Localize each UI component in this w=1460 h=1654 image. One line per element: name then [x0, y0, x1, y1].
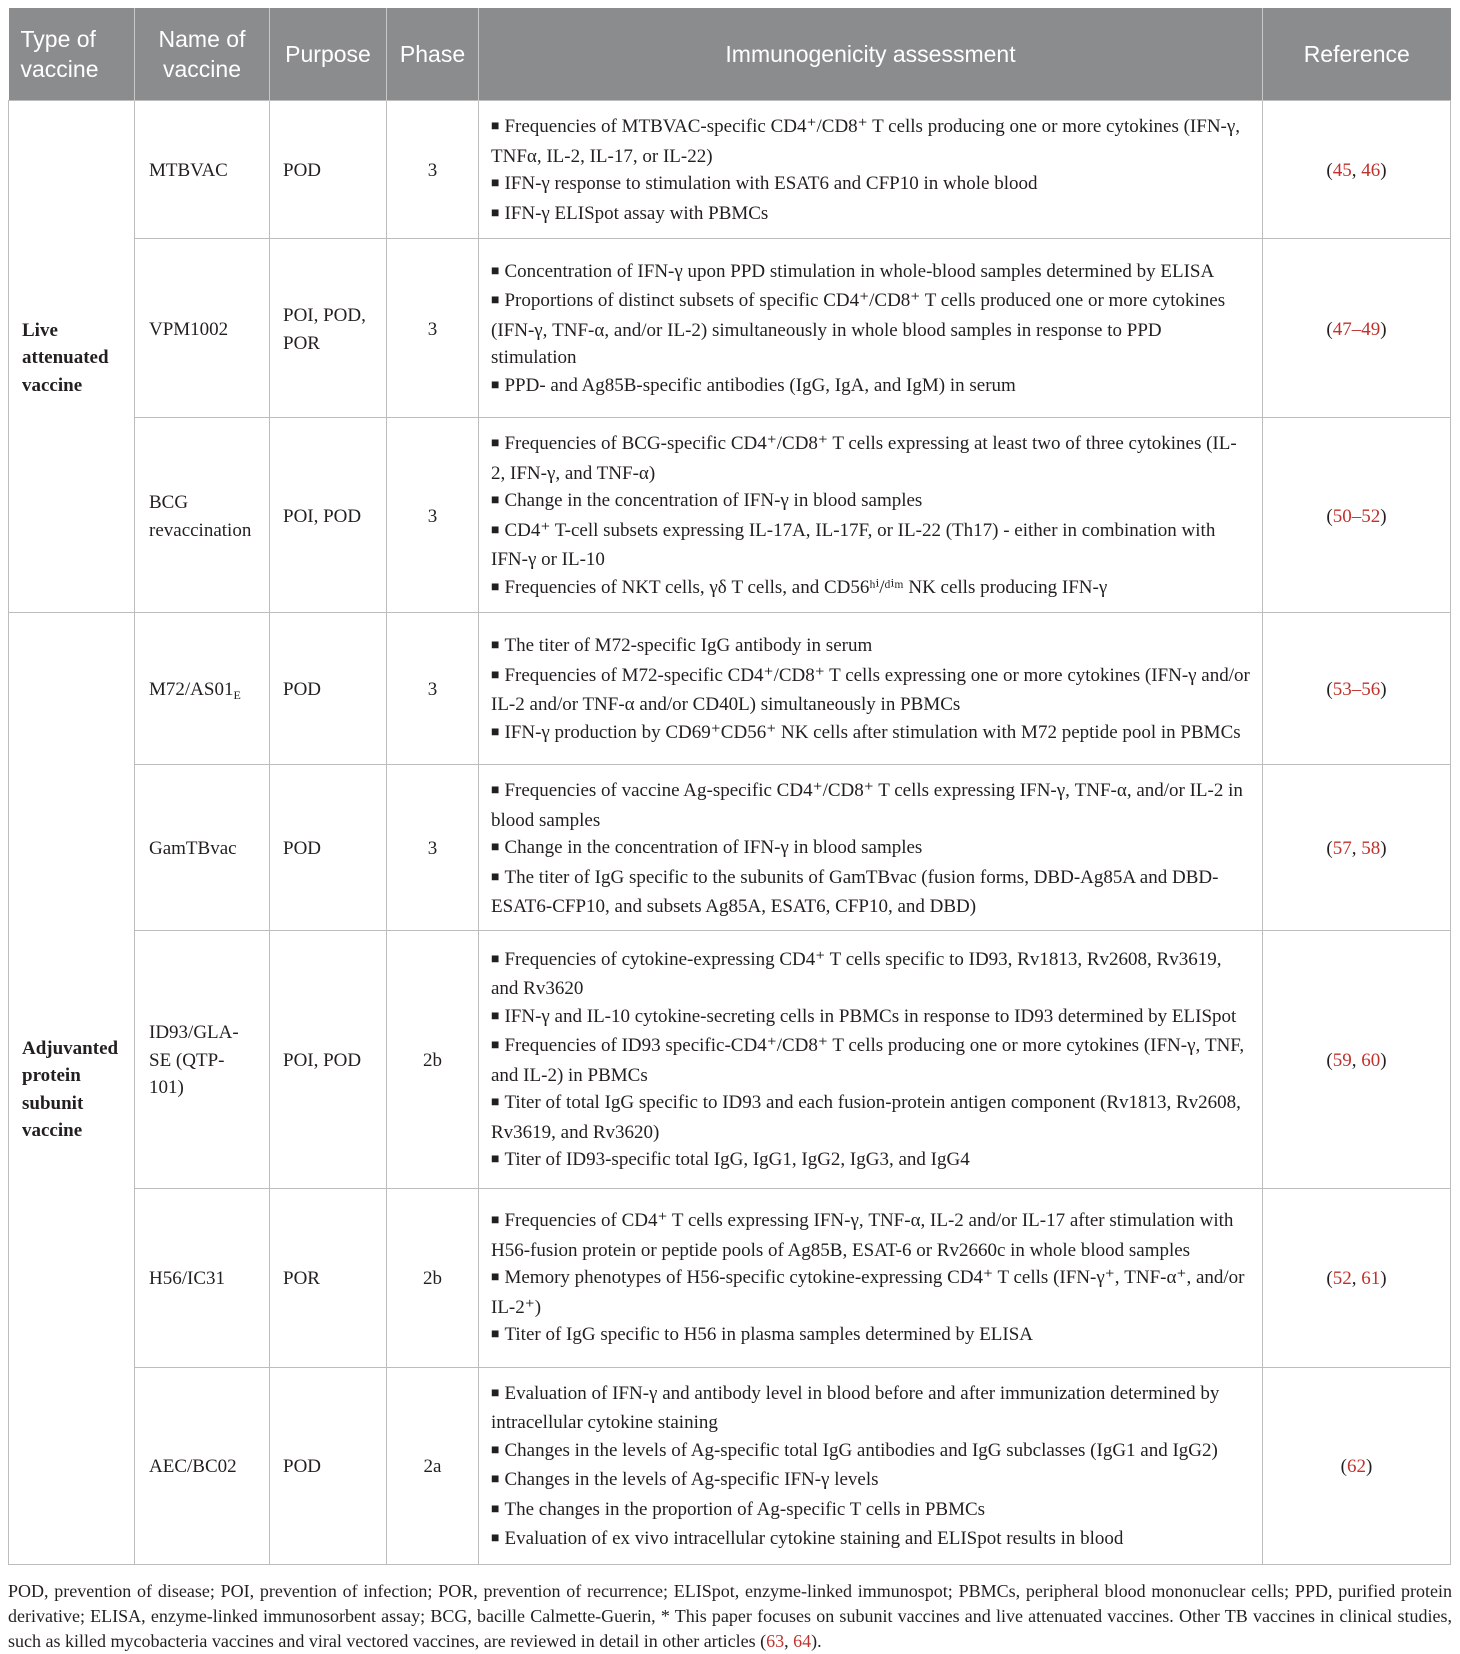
reference-cell: (52, 61) — [1263, 1188, 1451, 1367]
reference-cell: (59, 60) — [1263, 930, 1451, 1188]
reference-link[interactable]: 63 — [766, 1631, 785, 1651]
table-row — [9, 418, 1451, 613]
bullet-square-icon: ■ — [491, 1008, 500, 1024]
bullet-square-icon: ■ — [491, 783, 500, 798]
subscript-text: E — [233, 688, 241, 703]
bullet-square-icon: ■ — [491, 1501, 500, 1517]
vaccine-phase: 3 — [387, 418, 479, 613]
assessment-cell — [479, 418, 1263, 613]
bullet-square-icon: ■ — [491, 436, 500, 451]
vaccine-table — [8, 8, 1451, 1565]
assessment-item: ■ Change in the concentration of IFN-γ in blood samples — [491, 837, 923, 858]
table-header-row — [9, 8, 1451, 101]
vaccine-purpose: POD — [270, 613, 387, 765]
table-row — [9, 765, 1451, 931]
assessment-item: ■ IFN-γ response to stimulation with ESAT6 and CFP10 in whole blood — [491, 173, 1038, 194]
header-purpose: Purpose — [270, 8, 387, 101]
assessment-item: ■ Frequencies of BCG-specific CD4⁺/CD8⁺ T cells expressing at least two of three cytokines (IL-2, IFN-γ, and TNF-α) — [491, 433, 1237, 484]
table-row — [9, 101, 1451, 239]
reference-link[interactable]: 47–49 — [1332, 318, 1381, 340]
bullet-square-icon: ■ — [491, 1038, 500, 1053]
header-phase: Phase — [387, 8, 479, 101]
reference-cell: (62) — [1263, 1367, 1451, 1564]
bullet-square-icon: ■ — [491, 1472, 500, 1487]
bullet-square-icon: ■ — [491, 263, 500, 279]
assessment-item: ■ Titer of IgG specific to H56 in plasma samples determined by ELISA — [491, 1324, 1034, 1346]
table-row — [9, 239, 1451, 418]
vaccine-purpose: POD — [270, 101, 387, 239]
assessment-item: ■ Frequencies of ID93 specific-CD4⁺/CD8⁺ T cells producing one or more cytokines (IFN-γ, TNF, and IL-2) in PBMCs — [491, 1035, 1245, 1086]
bullet-square-icon: ■ — [491, 724, 500, 740]
table-row — [9, 1367, 1451, 1564]
vaccine-purpose: POD — [270, 765, 387, 931]
bullet-square-icon: ■ — [491, 840, 500, 855]
reference-link[interactable]: 61 — [1361, 1268, 1381, 1290]
table-row — [9, 613, 1451, 765]
vaccine-phase: 2a — [387, 1367, 479, 1564]
reference-cell: (50–52) — [1263, 418, 1451, 613]
reference-link[interactable]: 60 — [1361, 1049, 1381, 1071]
assessment-item: ■ IFN-γ and IL-10 cytokine-secreting cells in PBMCs in response to ID93 determined by ELISpot — [491, 1005, 1237, 1027]
bullet-square-icon: ■ — [491, 1270, 500, 1286]
vaccine-phase: 2b — [387, 930, 479, 1188]
reference-link[interactable]: 59 — [1332, 1049, 1352, 1071]
vaccine-name: BCG revaccination — [135, 418, 270, 613]
assessment-cell — [479, 613, 1263, 765]
assessment-item: ■ Evaluation of ex vivo intracellular cytokine staining and ELISpot results in blood — [491, 1528, 1124, 1549]
bullet-square-icon: ■ — [491, 1095, 500, 1110]
bullet-square-icon: ■ — [491, 667, 500, 683]
assessment-cell — [479, 101, 1263, 239]
assessment-item: ■ Titer of ID93-specific total IgG, IgG1, IgG2, IgG3, and IgG4 — [491, 1149, 970, 1170]
assessment-cell — [479, 765, 1263, 931]
assessment-item: ■ PPD- and Ag85B-specific antibodies (IgG, IgA, and IgM) in serum — [491, 374, 1016, 396]
table-footnote: POD, prevention of disease; POI, prevention of infection; POR, prevention of recurrence; ELISpot, enzyme-linked immunospot; PBMCs, peripheral blood mononuclear cells; PPD, purified protein derivative; ELISA, enzyme-linked immunosorbent assay; BCG, bacille Calmette-Guerin, * This paper focuses on subunit vaccines and live attenuated vaccines. Other TB vaccines in clinical studies, such as killed mycobacteria vaccines and viral vectored vaccines, are reviewed in detail in other articles (63, 64). — [8, 1581, 1452, 1651]
vaccine-name: ID93/GLA-SE (QTP-101) — [135, 930, 270, 1188]
footnote-end: ). — [811, 1631, 822, 1651]
vaccine-purpose: POI, POD — [270, 930, 387, 1188]
bullet-square-icon: ■ — [491, 176, 500, 191]
assessment-cell — [479, 239, 1263, 418]
assessment-item: ■ CD4⁺ T-cell subsets expressing IL-17A, IL-17F, or IL-22 (Th17) - either in combination with IFN-γ or IL-10 — [491, 519, 1216, 570]
assessment-item: ■ Titer of total IgG specific to ID93 and each fusion-protein antigen component (Rv1813, Rv2608, Rv3619, and Rv3620) — [491, 1092, 1241, 1143]
assessment-item: ■ Frequencies of CD4⁺ T cells expressing IFN-γ, TNF-α, IL-2 and/or IL-17 after stimulation with H56-fusion protein or peptide pools of Ag85B, ESAT-6 or Rv2660c in whole blood samples — [491, 1210, 1234, 1261]
bullet-square-icon: ■ — [491, 1385, 500, 1401]
reference-cell: (45, 46) — [1263, 101, 1451, 239]
vaccine-name: H56/IC31 — [135, 1188, 270, 1367]
vaccine-purpose: POI, POD, POR — [270, 239, 387, 418]
vaccine-name: MTBVAC — [135, 101, 270, 239]
bullet-square-icon: ■ — [491, 293, 500, 309]
assessment-item: ■ Proportions of distinct subsets of specific CD4⁺/CD8⁺ T cells produced one or more cytokines (IFN-γ, TNF-α, and/or IL-2) simultaneously in whole blood samples in response to PPD stimulation — [491, 290, 1226, 369]
bullet-square-icon: ■ — [491, 119, 500, 134]
vaccine-phase: 3 — [387, 101, 479, 239]
reference-link[interactable]: 57 — [1332, 838, 1352, 859]
table-row — [9, 1188, 1451, 1367]
vaccine-phase: 2b — [387, 1188, 479, 1367]
vaccine-purpose: POR — [270, 1188, 387, 1367]
vaccine-name: AEC/BC02 — [135, 1367, 270, 1564]
assessment-item: ■ Evaluation of IFN-γ and antibody level in blood before and after immunization determined by intracellular cytokine staining — [491, 1382, 1220, 1433]
assessment-item: ■ Memory phenotypes of H56-specific cytokine-expressing CD4⁺ T cells (IFN-γ⁺, TNF-α⁺, and/or IL-2⁺) — [491, 1267, 1245, 1318]
bullet-square-icon: ■ — [491, 951, 500, 967]
assessment-item: ■ Frequencies of MTBVAC-specific CD4⁺/CD8⁺ T cells producing one or more cytokines (IFN-γ, TNFα, IL-2, IL-17, or IL-22) — [491, 116, 1241, 167]
reference-link[interactable]: 62 — [1347, 1456, 1366, 1478]
bullet-square-icon: ■ — [491, 1442, 500, 1458]
vaccine-purpose: POD — [270, 1367, 387, 1564]
vaccine-name: VPM1002 — [135, 239, 270, 418]
bullet-square-icon: ■ — [491, 638, 500, 653]
assessment-item: ■ Frequencies of NKT cells, γδ T cells, and CD56ʰⁱ/ᵈⁱᵐ NK cells producing IFN-γ — [491, 576, 1108, 598]
vaccine-phase: 3 — [387, 239, 479, 418]
bullet-square-icon: ■ — [491, 1327, 500, 1343]
assessment-cell — [479, 1367, 1263, 1564]
bullet-square-icon: ■ — [491, 1531, 500, 1546]
assessment-item: ■ Frequencies of vaccine Ag-specific CD4⁺/CD8⁺ T cells expressing IFN-γ, TNF-α, and/or IL-2 in blood samples — [491, 780, 1243, 831]
assessment-item: ■ Changes in the levels of Ag-specific IFN-γ levels — [491, 1469, 879, 1490]
reference-cell: (53–56) — [1263, 613, 1451, 765]
bullet-square-icon: ■ — [491, 1213, 500, 1229]
assessment-item: ■ The titer of IgG specific to the subunits of GamTBvac (fusion forms, DBD-Ag85A and DBD-ESAT6-CFP10, and subsets Ag85A, ESAT6, CFP10, and DBD) — [491, 866, 1219, 917]
assessment-item: ■ IFN-γ production by CD69⁺CD56⁺ NK cells after stimulation with M72 peptide pool in PBMCs — [491, 721, 1241, 743]
vaccine-name: $M72/AS01_E$ — [135, 613, 270, 765]
reference-link[interactable]: 50–52 — [1332, 505, 1381, 527]
bullet-square-icon: ■ — [491, 205, 500, 221]
reference-link[interactable]: 45 — [1332, 160, 1352, 182]
reference-cell: (57, 58) — [1263, 765, 1451, 931]
assessment-item: ■ The titer of M72-specific IgG antibody in serum — [491, 635, 873, 656]
vaccine-phase: 3 — [387, 765, 479, 931]
bullet-square-icon: ■ — [491, 579, 500, 595]
bullet-square-icon: ■ — [491, 1152, 500, 1167]
bullet-square-icon: ■ — [491, 377, 500, 393]
vaccine-type-cell: Live attenuated vaccine — [9, 101, 135, 613]
header-name: Name of vaccine — [135, 8, 270, 101]
reference-link[interactable]: 64 — [793, 1631, 812, 1651]
assessment-item: ■ Changes in the levels of Ag-specific total IgG antibodies and IgG subclasses (IgG1 and IgG2) — [491, 1439, 1218, 1461]
header-type: Type of vaccine — [9, 8, 135, 101]
header-assessment: Immunogenicity assessment — [479, 8, 1263, 101]
assessment-item: ■ IFN-γ ELISpot assay with PBMCs — [491, 202, 769, 224]
vaccine-name: GamTBvac — [135, 765, 270, 931]
assessment-item: ■ Change in the concentration of IFN-γ in blood samples — [491, 490, 923, 511]
vaccine-purpose: POI, POD — [270, 418, 387, 613]
reference-link[interactable]: 58 — [1361, 838, 1381, 859]
reference-cell: (47–49) — [1263, 239, 1451, 418]
footnote-text: POD, prevention of disease; POI, prevention of infection; POR, prevention of recurrence; ELISpot, enzyme-linked immunospot; PBMCs, peripheral blood mononuclear cells; PPD, purified protein derivative; ELISA, enzyme-linked immunosorbent assay; BCG, bacille Calmette-Guerin, * This paper focuses on subunit vaccines and live attenuated vaccines. Other TB vaccines in clinical studies, such as killed mycobacteria vaccines and viral vectored vaccines, are reviewed in detail in other articles ( — [8, 1581, 1452, 1651]
assessment-item: ■ The changes in the proportion of Ag-specific T cells in PBMCs — [491, 1498, 986, 1520]
assessment-cell — [479, 1188, 1263, 1367]
bullet-square-icon: ■ — [491, 869, 500, 885]
assessment-cell — [479, 930, 1263, 1188]
header-reference: Reference — [1263, 8, 1451, 101]
vaccine-type-cell: Adjuvanted protein subunit vaccine — [9, 613, 135, 1565]
bullet-square-icon: ■ — [491, 493, 500, 508]
table-row — [9, 930, 1451, 1188]
assessment-item: ■ Frequencies of cytokine-expressing CD4⁺ T cells specific to ID93, Rv1813, Rv2608, Rv3619, and Rv3620 — [491, 948, 1222, 999]
reference-link[interactable]: 46 — [1361, 160, 1381, 182]
bullet-square-icon: ■ — [491, 522, 500, 538]
reference-link[interactable]: 53–56 — [1332, 679, 1381, 701]
assessment-item: ■ Concentration of IFN-γ upon PPD stimulation in whole-blood samples determined by ELISA — [491, 260, 1215, 282]
vaccine-phase: 3 — [387, 613, 479, 765]
assessment-item: ■ Frequencies of M72-specific CD4⁺/CD8⁺ T cells expressing one or more cytokines (IFN-γ and/or IL-2 and/or TNF-α and/or CD40L) simultaneously in PBMCs — [491, 664, 1250, 715]
reference-link[interactable]: 52 — [1332, 1268, 1352, 1290]
